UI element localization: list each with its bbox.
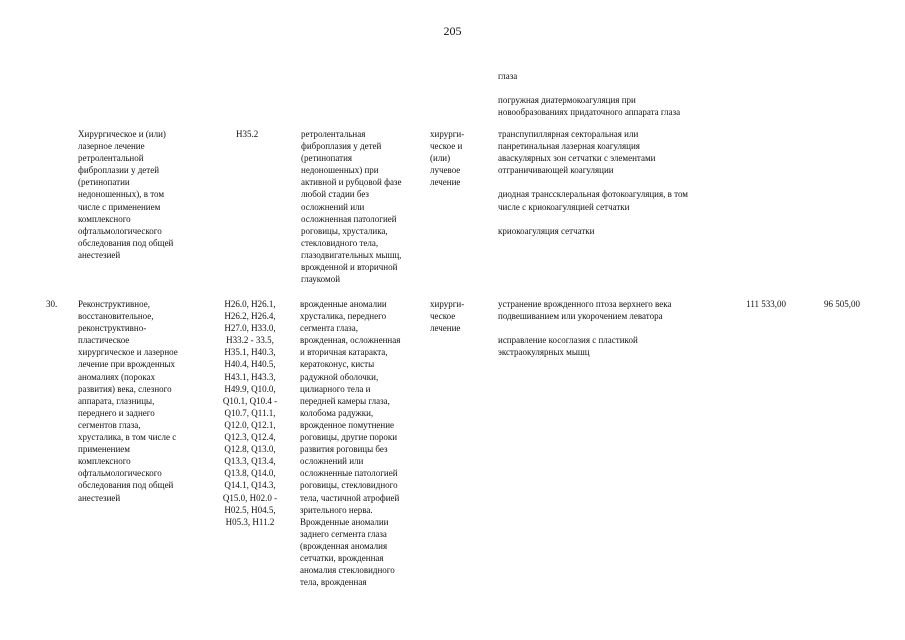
row-a-name-cell: Хирургическое и (или) лазерное лечение ретролентальной фиброплазии у детей (ретинопатии недоношенных), в том числе с применением комплексного офтальмологического обследования под общей анестезией	[78, 129, 174, 260]
continuation-methods-cell: глаза погружная диатермокоагуляция при новообразованиях придаточного аппарата глаза	[498, 71, 681, 118]
row-b-number-cell: 30.	[46, 299, 58, 309]
row-b-treatment-cell: хирурги- ческое лечение	[430, 299, 465, 334]
row-b-model-cell: врожденные аномалии хрусталика, переднего сегмента глаза, врожденная, осложненная и вторичная катаракта, кератоконус, кисты радужной оболочки, цилиарного тела и передней камеры глаза, колобома радужки, врожденное помутнение роговицы, другие пороки развития роговицы без осложнений или осложненные патологией роговицы, стекловидного тела, частичной атрофией зрительного нерва. Врожденные аномалии заднего сегмента глаза (врожденная аномалия сетчатки, врожденная аномалия стекловидного тела, врожденная	[300, 299, 401, 588]
row-b-codes-cell: H26.0, H26.1, H26.2, H26.4, H27.0, H33.0, H33.2 - 33.5, H35.1, H40.3, H40.4, H40.5, H43.1, H43.3, H49.9, Q10.0, Q10.1, Q10.4 - Q10.7, Q11.1, Q12.0, Q12.1, Q12.3, Q12.4, Q12.8, Q13.0, Q13.3, Q13.4, Q13.8, Q14.0, Q14.1, Q14.3, Q15.0, H02.0 - H02.5, H04.5, H05.3, H11.2	[222, 299, 278, 527]
row-b-name-cell: Реконструктивное, восстановительное, реконструктивно- пластическое хирургическое и лазерное лечение при врожденных аномалиях (пороках развития) века, слезного аппарата, глазницы, переднего и заднего сегментов глаза, хрусталика, в том числе с применением комплексного офтальмологического обследования под общей анестезией	[78, 299, 178, 503]
row-b-cost1-cell: 111 533,00	[746, 299, 786, 309]
row-b-methods-cell: устранение врожденного птоза верхнего века подвешиванием или укорочением леватора исправление косоглазия с пластикой экстраокулярных мышц	[498, 299, 672, 358]
row-a-treatment-cell: хирурги- ческое и (или) лучевое лечение	[430, 129, 465, 188]
row-a-methods-cell: транспупиллярная секторальная или панретинальная лазерная коагуляция аваскулярных зон сетчатки с элементами отграничивающей коагуляции диодная транссклеральная фотокоагуляция, в том числе с криокоагуляцией сетчатки криокоагуляция сетчатки	[498, 129, 688, 236]
row-a-model-cell: ретролентальная фиброплазия у детей (ретинопатия недоношенных) при активной и рубцовой фазе любой стадии без осложнений или осложненная патологией роговицы, хрусталика, стекловидного тела, глазодвигательных мышц, врожденной и вторичной глаукомой	[301, 129, 402, 285]
row-b-cost2-cell: 96 505,00	[824, 299, 860, 309]
page-number: 205	[443, 24, 462, 38]
row-a-codes-cell: H35.2	[236, 129, 259, 139]
